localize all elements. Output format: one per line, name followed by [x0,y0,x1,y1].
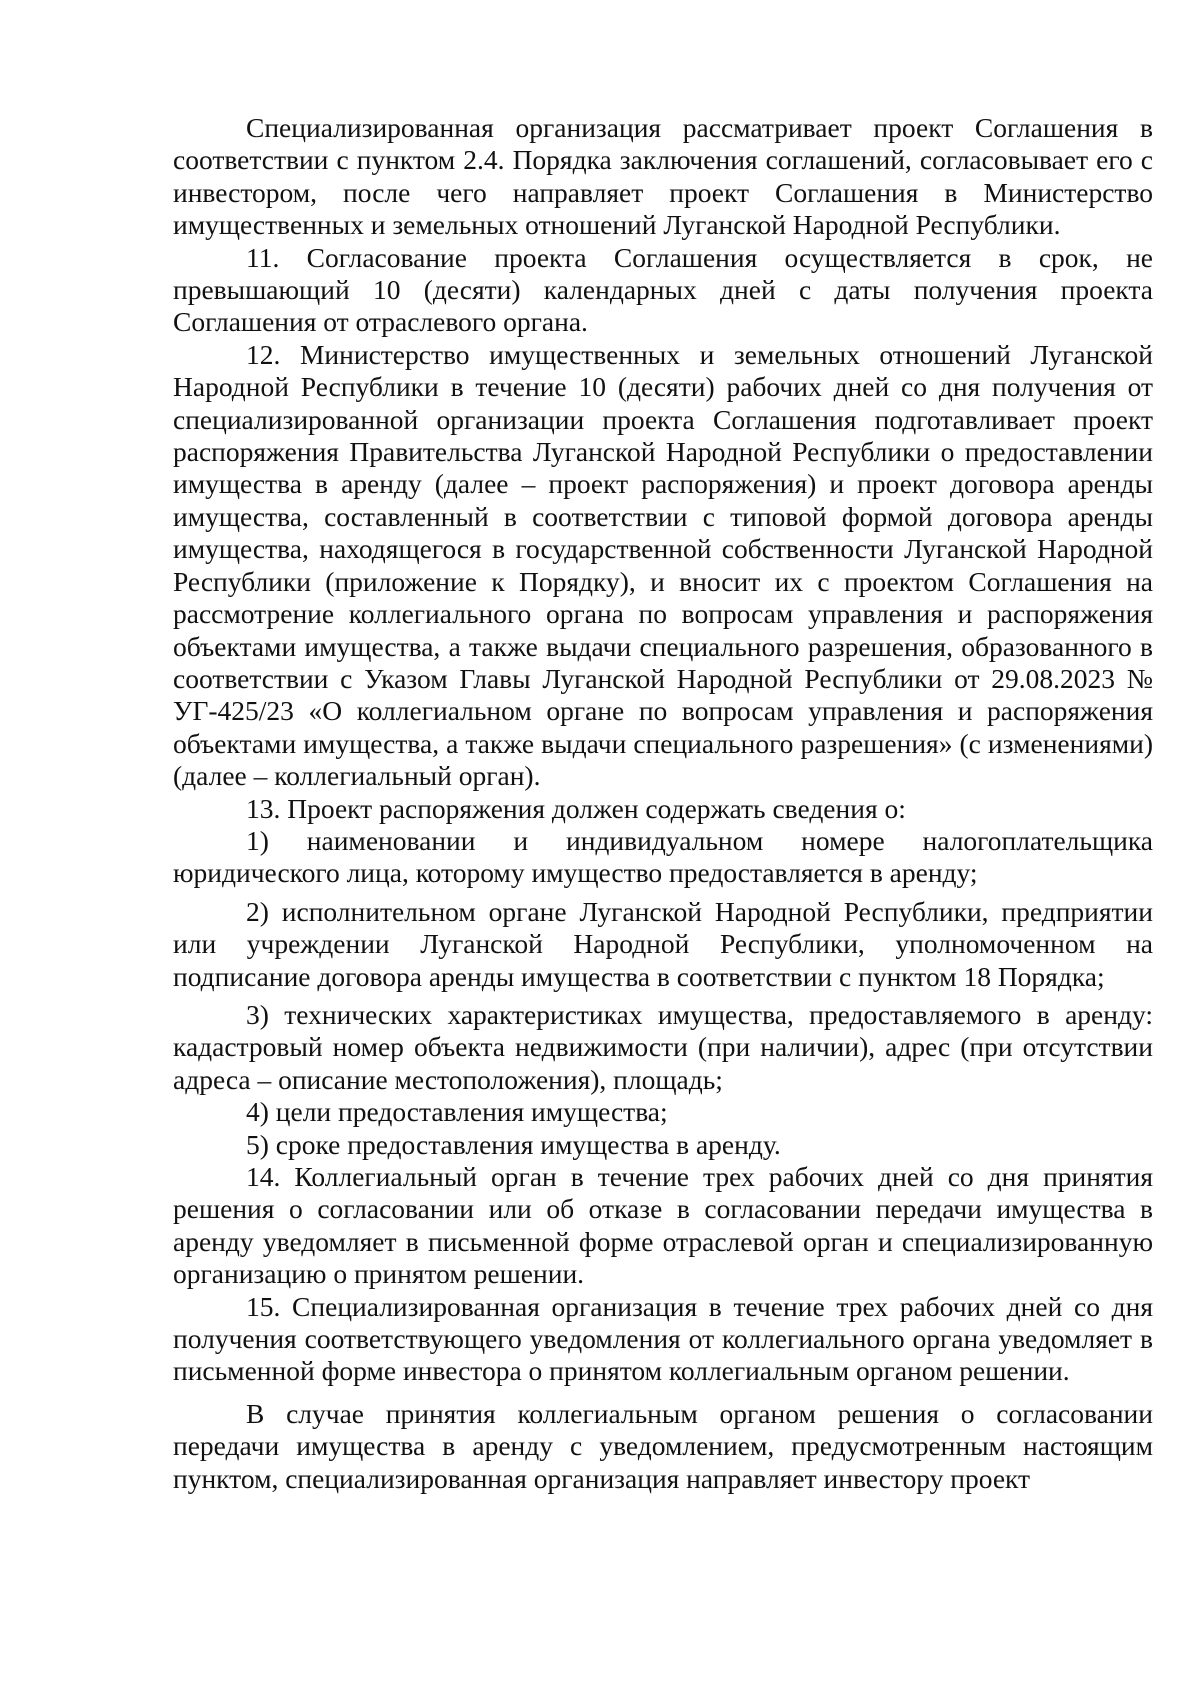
document-page [173,112,1153,1495]
paragraph-intro: Специализированная организация рассматривает проект Соглашения в соответствии с пунктом 2.4. Порядка заключения соглашений, согласовывает его с инвестором, после чего направляет проект Соглашения в Министерство имущественных и земельных отношений Луганской Народной Республики. [173,112,1153,241]
paragraph-item-13: 13. Проект распоряжения должен содержать сведения о: [246,792,906,824]
paragraph-item-12: 12. Министерство имущественных и земельных отношений Луганской Народной Республики в течение 10 (десяти) рабочих дней со дня получения от специализированной организации проекта Соглашения подготавливает проект распоряжения Правительства Луганской Народной Республики о предоставлении имущества в аренду (далее – проект распоряжения) и проект договора аренды имущества, составленный в соответствии с типовой формой договора аренды имущества, находящегося в государственной собственности Луганской Народной Республики (приложение к Порядку), и вносит их с проектом Соглашения на рассмотрение коллегиального органа по вопросам управления и распоряжения объектами имущества, а также выдачи специального разрешения, образованного в соответствии с Указом Главы Луганской Народной Республики от 29.08.2023 № УГ-425/23 «О коллегиальном органе по вопросам управления и распоряжения объектами имущества, а также выдачи специального разрешения» (с изменениями) (далее – коллегиальный орган). [173,338,1153,792]
paragraph-subitem-5: 5) сроке предоставления имущества в аренду. [246,1128,781,1160]
paragraph-item-15: 15. Специализированная организация в течение трех рабочих дней со дня получения соответствующего уведомления от коллегиального органа уведомляет в письменной форме инвестора о принятом коллегиальным органом решении. [173,1290,1153,1387]
paragraph-subitem-4: 4) цели предоставления имущества; [246,1096,668,1128]
paragraph-subitem-3: 3) технических характеристиках имущества, предоставляемого в аренду: кадастровый номер объекта недвижимости (при наличии), адрес (при отсутствии адреса – описание местоположения), площадь; [173,998,1153,1095]
paragraph-final: В случае принятия коллегиальным органом решения о согласовании передачи имущества в аренду с уведомлением, предусмотренным настоящим пунктом, специализированная организация направляет инвестору проект [173,1397,1153,1494]
paragraph-item-14: 14. Коллегиальный орган в течение трех рабочих дней со дня принятия решения о согласовании или об отказе в согласовании передачи имущества в аренду уведомляет в письменной форме отраслевой орган и специализированную организацию о принятом решении. [173,1161,1153,1290]
paragraph-subitem-1: 1) наименовании и индивидуальном номере налогоплательщика юридического лица, которому имущество предоставляется в аренду; [173,824,1153,889]
paragraph-subitem-2: 2) исполнительном органе Луганской Народной Республики, предприятии или учреждении Луганской Народной Республики, уполномоченном на подписание договора аренды имущества в соответствии с пунктом 18 Порядка; [173,895,1153,992]
paragraph-item-11: 11. Согласование проекта Соглашения осуществляется в срок, не превышающий 10 (десяти) календарных дней с даты получения проекта Соглашения от отраслевого органа. [173,241,1153,338]
